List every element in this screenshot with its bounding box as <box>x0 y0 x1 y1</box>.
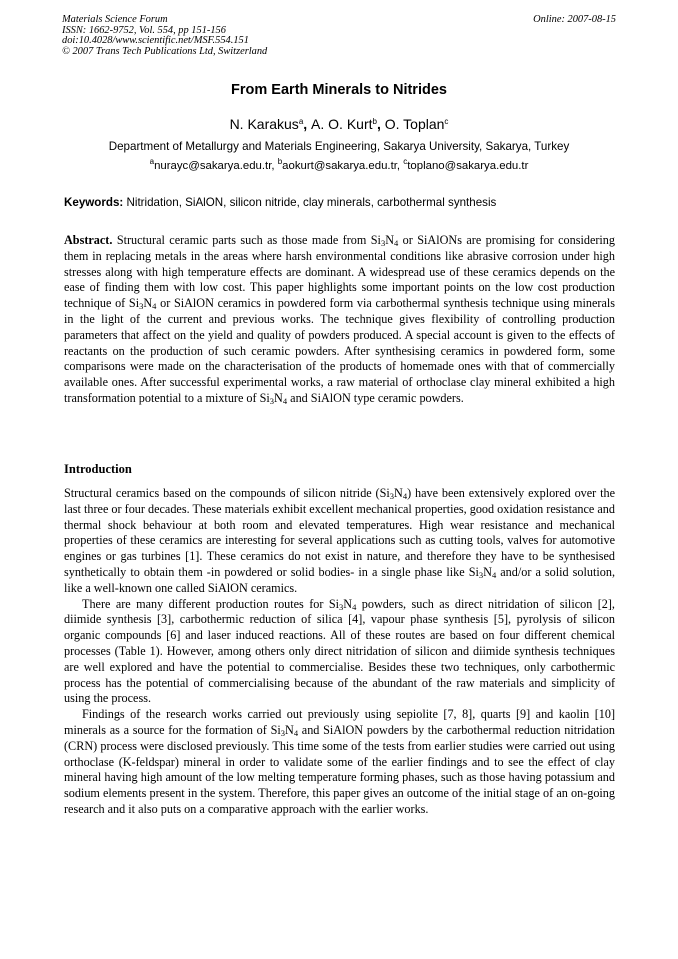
doi-line: doi:10.4028/www.scientific.net/MSF.554.151 <box>62 35 249 47</box>
author-name: N. Karakus <box>229 116 299 132</box>
email-address: toplano@sakarya.edu.tr <box>407 160 529 172</box>
subscript: 3 <box>389 491 395 501</box>
paragraph <box>64 486 615 597</box>
author-superscript: a <box>298 117 304 126</box>
subscript: 3 <box>139 301 144 312</box>
author-name: O. Toplan <box>384 116 445 132</box>
keywords-label: Keywords: <box>64 196 124 209</box>
text-run: There are many different production routes for Si <box>82 596 340 611</box>
text-run: N <box>343 596 353 611</box>
text-run: N <box>394 486 403 500</box>
abstract-text: and SiAlON type ceramic powders. <box>287 390 464 405</box>
keywords-line <box>64 196 624 209</box>
affiliation: Department of Metallurgy and Materials Engineering, Sakarya University, Sakarya, Turkey <box>108 140 570 153</box>
paragraph <box>64 597 615 708</box>
paper-title: From Earth Minerals to Nitrides <box>231 82 447 98</box>
journal-header <box>62 15 267 57</box>
abstract-text: Structural ceramic parts such as those made from Si <box>112 233 381 247</box>
author-separator: , <box>303 116 312 132</box>
subscript: 4 <box>293 727 299 738</box>
abstract-label: Abstract. <box>64 233 113 247</box>
subscript: 3 <box>478 569 484 580</box>
abstract-text: N <box>385 233 395 247</box>
abstract-text: N <box>274 390 283 405</box>
email-list <box>0 157 678 172</box>
email-address: aokurt@sakarya.edu.tr, <box>282 160 404 172</box>
online-date: Online: 2007-08-15 <box>533 14 616 25</box>
subscript: 3 <box>339 601 344 612</box>
subscript: 4 <box>352 601 357 612</box>
subscript: 3 <box>380 238 386 248</box>
email-superscript: a <box>149 157 155 166</box>
subscript: 4 <box>491 569 497 580</box>
introduction-body <box>64 486 615 818</box>
text-run: ) have been extensively explored over the last three or four decades. These materials exhibit excellent mechanical properties, good oxidation resistance and thermal shock behaviour at both room and elevated temperatures. High wear resistance and mechanical properties of these ceramics are interesting for several applications such as cutting tools, valves for automotive engines or gas turbines [1]. These ceramics do not exist in nature, and therefore they have to be synthesised synthetically to obtain them -in powdered or solid bodies- in a single phase like Si <box>64 486 615 579</box>
section-heading: Introduction <box>64 462 132 476</box>
issn-line: ISSN: 1662-9752, Vol. 554, pp 151-156 <box>62 24 226 36</box>
text-run: N <box>285 722 294 737</box>
email-address: nurayc@sakarya.edu.tr, <box>154 160 278 172</box>
journal-name: Materials Science Forum <box>62 14 168 25</box>
author-name: A. O. Kurt <box>311 116 373 132</box>
author-separator: , <box>376 116 385 132</box>
subscript: 4 <box>152 301 157 312</box>
text-run: powders, such as direct nitridation of silicon [2], diimide synthesis [3], carbothermic reduction of silica [4], vapour phase synthesis [5], pyrolysis of silicon organic compounds [6] and laser induced reactions. All of these routes are based on four different chemical processes (Table 1). However, among others only direct nitridation of silicon and diimide synthesis techniques are well explored and have the potential to commercialise. Besides these two techniques, only carbothermic process has the potential of commercialising because of the abundant of the raw materials and simplicity of using the process. <box>64 596 615 706</box>
subscript: 4 <box>282 395 288 406</box>
author-superscript: b <box>372 117 377 126</box>
copyright-line: © 2007 Trans Tech Publications Ltd, Switzerland <box>62 45 268 57</box>
subscript: 4 <box>394 238 399 248</box>
text-run: Findings of the research works carried out previously using sepiolite [7, 8], quarts [9] and kaolin [10] minerals as a source for the formation of Si <box>64 707 615 737</box>
text-run: and/or a solid solution, like a well-known one called SiAlON ceramics. <box>64 564 615 595</box>
abstract-text: N <box>143 296 153 311</box>
paragraph <box>64 707 615 818</box>
abstract-text: or SiAlON ceramics in powdered form via carbothermal synthesis technique using minerals in the light of the current and previous works. The technique gives flexibility of controlling production parameters that affect on the yield and quality of powders produced. A special account is given to the effects of reactants on the production of such ceramic powders. After synthesising ceramics in powdered form, some comparisons were made on the characterisation of the products of homemade ones with that of commercially available ones. After successful experimental works, a raw material of orthoclase clay mineral exhibited a high transformation potential to a mixture of Si <box>64 296 615 405</box>
subscript: 3 <box>269 395 275 406</box>
text-run: and SiAlON powders by the carbothermal reduction nitridation (CRN) process were disclosed previously. This time some of the tests from earlier studies were carried out using orthoclase (K-feldspar) mineral in order to validate some of the earlier findings and to see the effect of clay mineral having high amount of the low melting temperature forming phases, such as those having potassium and sodium elements present in the system. Therefore, this paper gives an outcome of the initial stage of an on-going research and it also puts on a comparative approach with the earlier works. <box>64 722 615 816</box>
abstract-text: or SiAlONs are promising for considering them in replacing metals in the areas where harsh environmental conditions like abrasive corrosion under high stresses along with high temperature effects are dominant. A widespread use of these ceramics depends on the ease of finding them with low cost. This paper highlights some important points on the low cost production technique of Si <box>64 233 615 311</box>
author-list <box>0 116 678 132</box>
text-run: Structural ceramics based on the compounds of silicon nitride (Si <box>64 486 390 500</box>
subscript: 3 <box>280 727 285 738</box>
abstract-paragraph <box>64 233 615 407</box>
subscript: 4 <box>402 491 408 501</box>
email-superscript: c <box>403 157 408 166</box>
email-superscript: b <box>277 157 283 166</box>
author-superscript: c <box>444 117 449 126</box>
keywords-text: Nitridation, SiAlON, silicon nitride, clay minerals, carbothermal synthesis <box>123 196 497 209</box>
text-run: N <box>483 564 492 579</box>
